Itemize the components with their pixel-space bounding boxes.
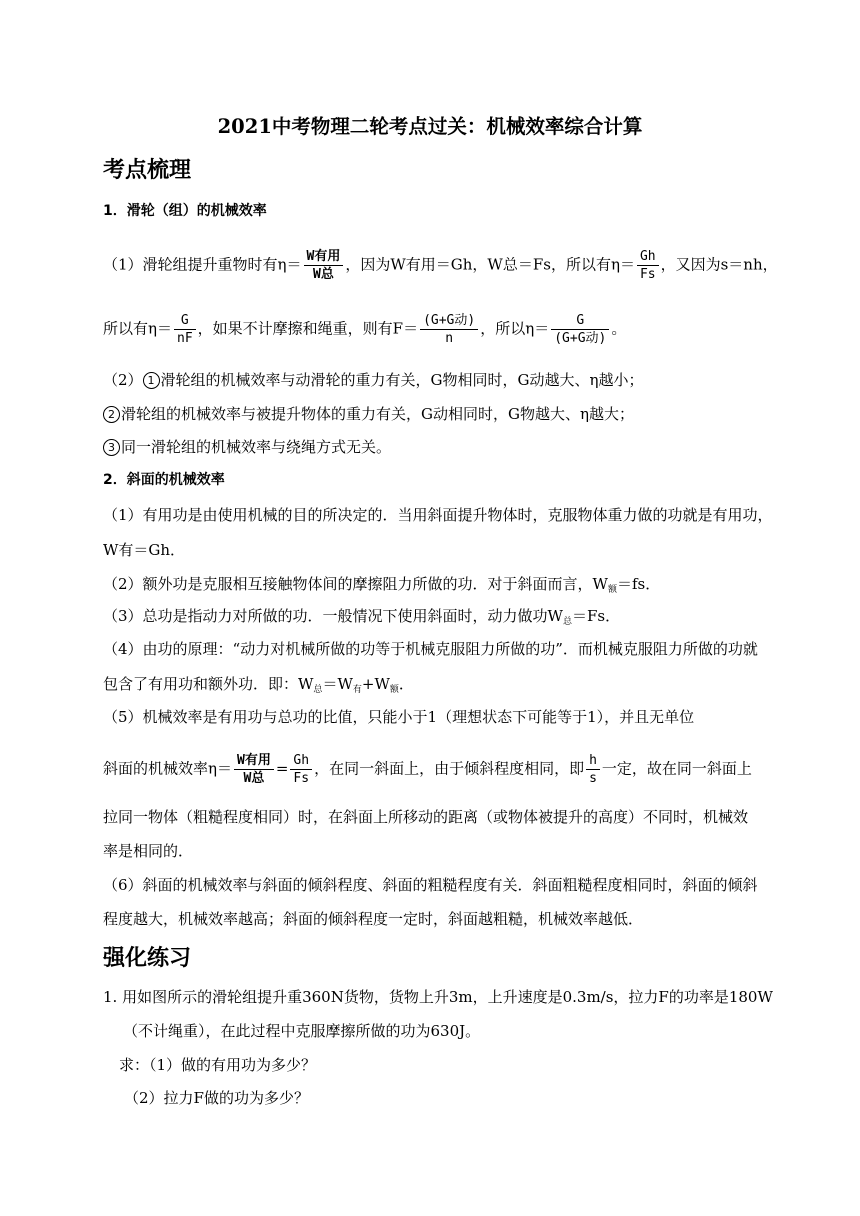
h-over-s-fraction [586, 752, 600, 787]
fraction-denominator: nF [177, 331, 193, 346]
gh-over-fs-fraction [290, 752, 312, 787]
pulley-factor-line-3 [103, 437, 391, 457]
fraction-numerator: W有用 [304, 248, 344, 266]
fraction-denominator: (G+G动) [554, 331, 607, 346]
fraction-numerator: W有用 [234, 752, 274, 770]
text-segment: 一定，故在同一斜面上 [601, 759, 752, 778]
fraction-numerator: Gh [637, 248, 659, 266]
fraction-denominator: n [445, 331, 454, 346]
incline-text-line: （6）斜面的机械效率与斜面的倾斜程度、斜面的粗糙程度有关．斜面粗糙程度相同时，斜面的倾斜 [103, 876, 758, 894]
text-segment: 。 [611, 319, 627, 338]
text-segment: ，如果不计摩擦和绳重，则有F＝ [197, 319, 419, 338]
g-over-nf-fraction [174, 312, 196, 347]
question-1-line-1: 1. 用如图所示的滑轮组提升重360N货物，货物上升3m，上升速度是0.3m/s，拉力F的功率是180W [103, 988, 773, 1006]
text-segment: （2） [103, 371, 143, 389]
text-segment: 包含了有用功和额外功．即：W [103, 675, 314, 693]
text-segment: （1）滑轮组提升重物时有η＝ [103, 255, 302, 274]
pulley-formula-line-1 [103, 248, 778, 283]
text-segment: （3）总功是指动力对所做的功．一般情况下使用斜面时，动力做功W [103, 607, 563, 625]
pulley-formula-line-2 [103, 312, 626, 347]
incline-text-line: 程度越大，机械效率越高；斜面的倾斜程度一定时，斜面越粗糙，机械效率越低． [103, 910, 644, 928]
fraction-numerator: h [586, 752, 600, 770]
subsection-heading-pulley: 1．滑轮（组）的机械效率 [103, 203, 267, 219]
fraction-numerator: G [174, 312, 196, 330]
text-segment: ＝Fs． [571, 607, 621, 625]
fraction-denominator: s [589, 771, 597, 786]
fraction-denominator: Fs [293, 771, 310, 786]
fraction-denominator: W总 [313, 267, 334, 282]
text-segment: ＝fs． [616, 575, 661, 593]
text-segment: 滑轮组的机械效率与动滑轮的重力有关，G物相同时，G动越大、η越小； [160, 371, 644, 389]
incline-text-line: （1）有用功是由使用机械的目的所决定的．当用斜面提升物体时，克服物体重力做的功就是有用功， [103, 506, 773, 524]
subscript: 额 [607, 585, 617, 595]
efficiency-no-friction-fraction [551, 312, 609, 347]
section-heading-summary: 考点梳理 [103, 158, 192, 183]
incline-text-line: W有＝Gh． [103, 541, 186, 559]
circled-number-3: 3 [103, 439, 120, 456]
incline-text-line [103, 674, 414, 700]
incline-text-line: （4）由功的原理：“动力对机械所做的功等于机械克服阻力所做的功”．而机械克服阻力所做的功就 [103, 640, 758, 658]
fraction-numerator: (G+G动) [420, 312, 478, 330]
pulley-factor-line-2 [103, 404, 634, 424]
fraction-denominator: Fs [639, 267, 656, 282]
incline-text-line: （5）机械效率是有用功与总功的比值，只能小于1（理想状态下可能等于1），并且无单位 [103, 708, 695, 726]
incline-text-line: 率是相同的． [103, 842, 194, 860]
text-segment: 所以有η＝ [103, 319, 172, 338]
text-segment: ． [398, 675, 414, 693]
gh-over-fs-fraction [637, 248, 659, 283]
subsection-heading-incline: 2．斜面的机械效率 [103, 472, 225, 488]
incline-text-line [103, 606, 620, 632]
question-1-part-2: （2）拉力F做的功为多少？ [124, 1089, 309, 1107]
section-heading-practice: 强化练习 [103, 946, 192, 971]
document-title: 2021中考物理二轮考点过关：机械效率综合计算 [217, 115, 643, 138]
text-segment: （2）额外功是克服相互接触物体间的摩擦阻力所做的功．对于斜面而言，W [103, 575, 608, 593]
fraction-denominator: W总 [243, 771, 265, 786]
text-segment: ＝W [322, 675, 353, 693]
text-segment: 滑轮组的机械效率与被提升物体的重力有关，G动相同时，G物越大、η越大； [121, 405, 634, 423]
text-segment: 同一滑轮组的机械效率与绕绳方式无关。 [121, 438, 392, 456]
fraction-numerator: Gh [290, 752, 312, 770]
pulley-factor-line-1 [103, 370, 644, 390]
circled-number-2: 2 [103, 406, 120, 423]
text-segment: ，所以η＝ [480, 319, 550, 338]
subscript: 总 [313, 685, 323, 695]
text-segment: ，因为W有用＝Gh，W总＝Fs，所以有η＝ [345, 255, 635, 274]
subscript: 总 [562, 617, 572, 627]
fraction-numerator: G [551, 312, 609, 330]
incline-formula-line: 斜面的机械效率η＝ $\frac{\text{W有用}}{\text{W总}}$ = $\frac{Gh}{Fs}$ ，在同一斜面上，由于倾斜程度相同，即 $\frac{h}{s}$ 一定，故在同一斜面上 [103, 753, 752, 786]
question-1-part-1: 求：（1）做的有用功为多少？ [119, 1056, 317, 1074]
incline-efficiency-fraction [234, 752, 274, 787]
text-segment: 斜面的机械效率η＝ [103, 759, 232, 778]
subscript: 有 [352, 685, 362, 695]
incline-text-line: 拉同一物体（粗糙程度相同）时，在斜面上所移动的距离（或物体被提升的高度）不同时，机械效 [103, 808, 749, 826]
text-segment: ，又因为s＝nh， [660, 255, 778, 274]
circled-number-1: 1 [143, 372, 160, 389]
efficiency-fraction [304, 248, 344, 283]
text-segment: +W [361, 675, 390, 693]
text-segment: ，在同一斜面上，由于倾斜程度相同，即 [314, 759, 585, 778]
incline-text-line [103, 574, 660, 600]
question-1-line-2: （不计绳重），在此过程中克服摩擦所做的功为630J。 [123, 1022, 481, 1040]
force-fraction [420, 312, 478, 347]
subscript: 额 [389, 685, 399, 695]
